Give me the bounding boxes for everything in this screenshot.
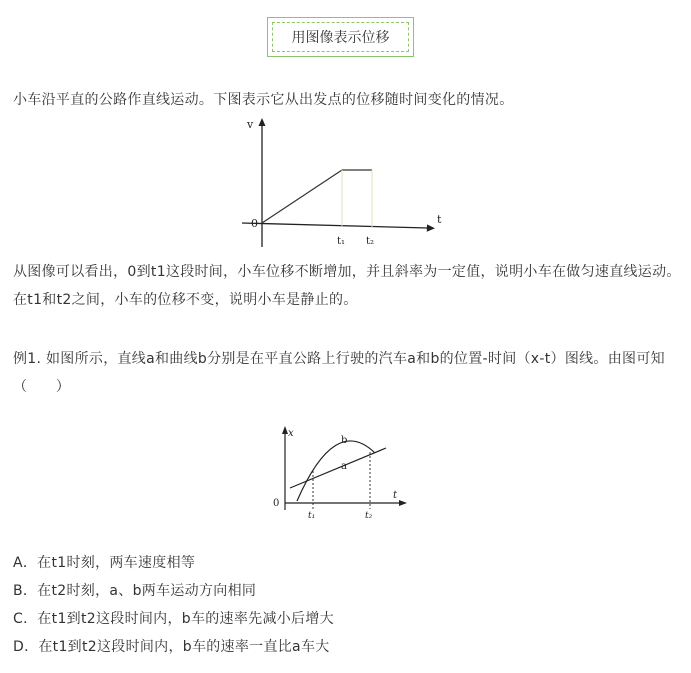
fig1-motion-segment <box>262 170 342 223</box>
fig2-t2-label: t₂ <box>365 511 373 520</box>
fig2-origin-label: 0 <box>273 498 280 509</box>
fig2-x-arrow-icon <box>399 500 407 506</box>
fig2-line-a-label: a <box>341 461 347 472</box>
figure-2-graph <box>268 424 412 520</box>
fig2-curve-b-label: b <box>341 435 348 446</box>
option-d: D．在t1到t2这段时间内，b车的速率一直比a车大 <box>13 639 330 655</box>
intro-paragraph: 小车沿平直的公路作直线运动。下图表示它从出发点的位移随时间变化的情况。 <box>13 92 514 108</box>
option-b: B．在t2时刻，a、b两车运动方向相同 <box>13 583 257 599</box>
fig2-curve-b <box>297 441 375 501</box>
fig2-line-a <box>290 448 386 488</box>
section-title: 用图像表示位移 <box>272 22 409 52</box>
fig2-t1-label: t₁ <box>308 511 316 520</box>
fig1-t1-label: t₁ <box>337 236 346 247</box>
section-title-box <box>267 17 414 57</box>
fig1-x-label: t <box>437 213 442 226</box>
fig1-y-arrow-icon <box>259 118 266 126</box>
option-c: C．在t1到t2这段时间内，b车的速率先减小后增大 <box>13 611 334 627</box>
fig1-y-label: v <box>247 118 254 131</box>
fig1-x-axis <box>242 223 428 228</box>
fig1-x-arrow-icon <box>427 224 435 231</box>
example-question: 例1. 如图所示，直线a和曲线b分别是在平直公路上行驶的汽车a和b的位置-时间（x-t）图线。由图可知（ ） <box>13 351 665 395</box>
fig2-x-label: t <box>393 490 398 501</box>
fig1-origin-label: 0 <box>251 217 258 230</box>
fig2-y-label: x <box>288 428 294 439</box>
option-a: A．在t1时刻，两车速度相等 <box>13 555 196 571</box>
figure-1-graph <box>238 112 448 252</box>
explanation-paragraph: 从图像可以看出，0到t1这段时间，小车位移不断增加，并且斜率为一定值，说明小车在做匀速直线运动。在t1和t2之间，小车的位移不变，说明小车是静止的。 <box>13 264 681 308</box>
fig1-t2-label: t₂ <box>366 236 375 247</box>
